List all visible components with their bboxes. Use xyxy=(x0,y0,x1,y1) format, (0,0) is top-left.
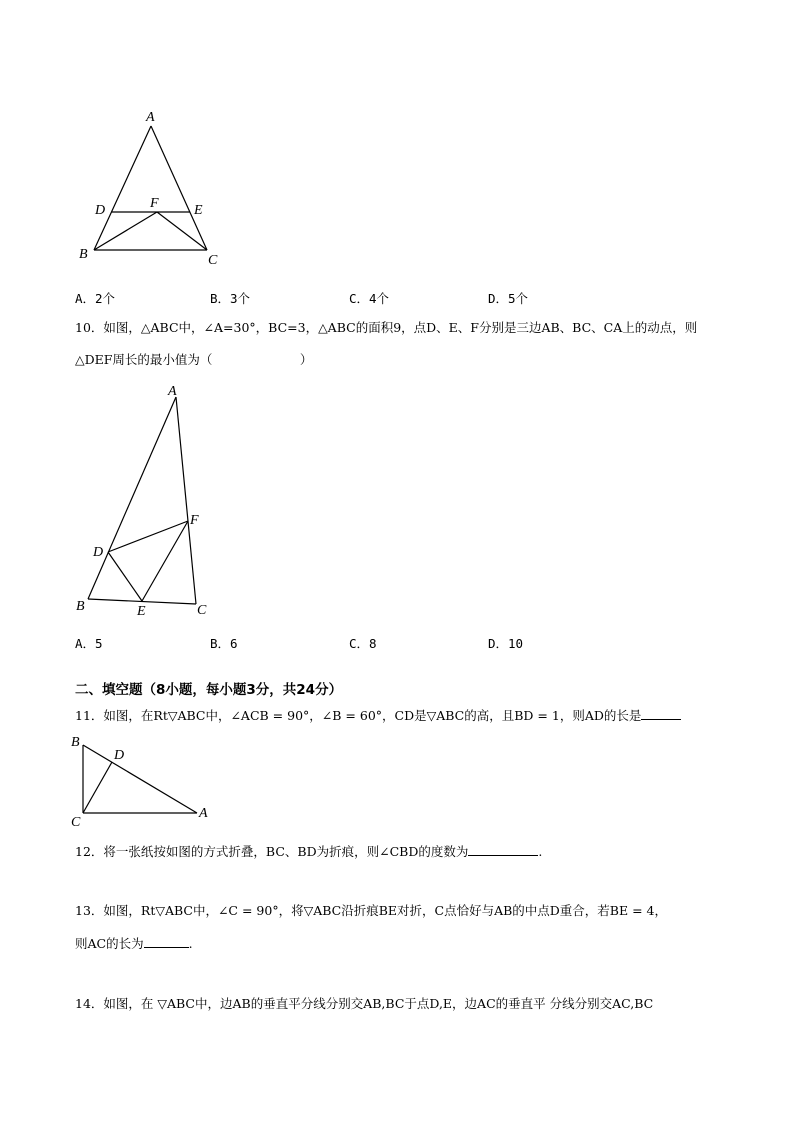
label-d: D xyxy=(93,545,104,560)
label-b: B xyxy=(71,735,80,750)
label-b: B xyxy=(76,599,85,614)
q9-option-b: B．3个 xyxy=(210,291,251,306)
label-d: D xyxy=(114,748,125,763)
section-title: 二、填空题（8小题，每小题3分，共24分） xyxy=(75,682,343,698)
q12-end: . xyxy=(538,844,543,859)
q12-text xyxy=(75,843,542,860)
label-e: E xyxy=(194,203,203,218)
q9-option-c: C．4个 xyxy=(349,291,390,306)
q10-option-c: C．8 xyxy=(349,636,377,651)
q10-line1: 10．如图，△ABC中，∠A=30°，BC=3，△ABC的面积9，点D、E、F分别是三边AB、BC、CA上的动点，则 xyxy=(75,320,698,335)
q10-option-a: A．5 xyxy=(75,636,103,651)
label-c: C xyxy=(208,253,218,268)
q13-end: . xyxy=(188,936,193,951)
label-c: C xyxy=(71,815,81,830)
q14-text: 14．如图，在 ▽ABC中，边AB的垂直平分线分别交AB,BC于点D,E，边AC的垂直平 分线分别交AC,BC xyxy=(75,996,654,1011)
q13-answer-blank xyxy=(144,935,189,948)
q12-stem: 12．将一张纸按如图的方式折叠，BC、BD为折痕，则∠CBD的度数为 xyxy=(75,844,469,859)
label-f: F xyxy=(150,196,159,211)
label-d: D xyxy=(95,203,106,218)
q12-answer-blank xyxy=(468,843,538,856)
segment-cd xyxy=(83,762,112,813)
q13-line2-stem: 则AC的长为 xyxy=(75,936,144,951)
q9-option-a: A．2个 xyxy=(75,291,116,306)
label-e: E xyxy=(137,604,146,619)
q9-option-d: D．5个 xyxy=(488,291,529,306)
label-f: F xyxy=(190,513,199,528)
q13-line1: 13．如图，Rt▽ABC中，∠C = 90°，将▽ABC沿折痕BE对折，C点恰好与AB的中点D重合，若BE = 4， xyxy=(75,903,667,918)
q10-option-b: B．6 xyxy=(210,636,238,651)
label-a: A xyxy=(168,384,177,399)
q11-stem: 11．如图，在Rt▽ABC中，∠ACB = 90°，∠B = 60°，CD是▽ABC的高，且BD = 1，则AD的长是 xyxy=(75,708,642,723)
q13-line2 xyxy=(75,935,193,952)
q10-line2: △DEF周长的最小值为（ ） xyxy=(75,352,313,367)
label-c: C xyxy=(197,603,207,618)
label-b: B xyxy=(79,247,88,262)
q10-option-d: D．10 xyxy=(488,636,524,651)
label-a: A xyxy=(199,806,208,821)
label-a: A xyxy=(146,110,155,125)
segment-ba xyxy=(83,745,197,813)
